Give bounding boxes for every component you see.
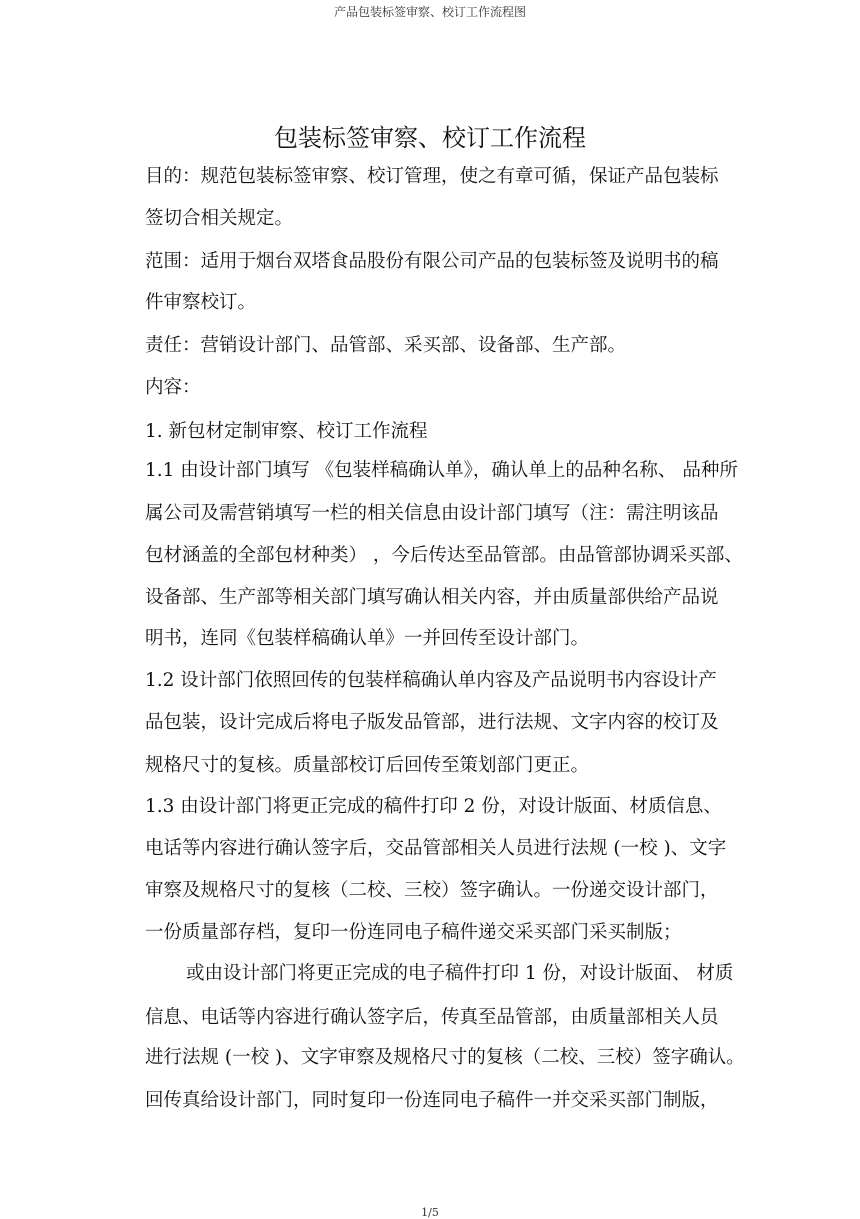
para-alt-line-3: 进行法规 (一校 )、文字审察及规格尺寸的复核（二校、三校）签字确认。 xyxy=(145,1047,745,1068)
para-alt-line-4: 回传真给设计部门，同时复印一份连同电子稿件一并交采买部门制版， xyxy=(145,1090,719,1111)
para-1-1-line-2: 属公司及需营销填写一栏的相关信息由设计部门填写（注：需注明该品 xyxy=(145,503,719,524)
para-1-3-line-1: 1.3 由设计部门将更正完成的稿件打印 2 份，对设计版面、材质信息、 xyxy=(145,796,722,817)
section-1-heading: 1. 新包材定制审察、校订工作流程 xyxy=(145,421,428,442)
responsibility-line: 责任：营销设计部门、品管部、采买部、设备部、生产部。 xyxy=(145,335,627,356)
para-1-1-line-5: 明书，连同《包装样稿确认单》一并回传至设计部门。 xyxy=(145,628,590,649)
scope-line-2: 件审察校订。 xyxy=(145,292,257,313)
para-1-3-line-3: 审察及规格尺寸的复核（二校、三校）签字确认。一份递交设计部门， xyxy=(145,880,719,901)
para-1-1-line-3: 包材涵盖的全部包材种类） ，今后传达至品管部。由品管部协调采买部、 xyxy=(145,545,743,566)
running-header: 产品包装标签审察、校订工作流程图 xyxy=(333,5,526,19)
scope-line-1: 范围：适用于烟台双塔食品股份有限公司产品的包装标签及说明书的稿 xyxy=(145,251,719,272)
purpose-line-2: 签切合相关规定。 xyxy=(145,208,294,229)
content-heading: 内容： xyxy=(145,377,201,398)
purpose-line-1: 目的：规范包装标签审察、校订管理，使之有章可循，保证产品包装标 xyxy=(145,166,719,187)
para-1-3-line-2: 电话等内容进行确认签字后，交品管部相关人员进行法规 (一校 )、文字 xyxy=(145,838,727,859)
page-number: 1/5 xyxy=(421,1206,439,1219)
para-1-3-line-4: 一份质量部存档，复印一份连同电子稿件递交采买部门采买制版； xyxy=(145,922,682,943)
para-alt-line-1: 或由设计部门将更正完成的电子稿件打印 1 份，对设计版面、 材质 xyxy=(186,963,734,984)
para-alt-line-2: 信息、电话等内容进行确认签字后，传真至品管部，由质量部相关人员 xyxy=(145,1007,719,1028)
page-title: 包装标签审察、校订工作流程 xyxy=(274,124,586,152)
para-1-2-line-2: 品包装，设计完成后将电子版发品管部，进行法规、文字内容的校订及 xyxy=(145,712,719,733)
para-1-2-line-3: 规格尺寸的复核。质量部校订后回传至策划部门更正。 xyxy=(145,755,590,776)
para-1-2-line-1: 1.2 设计部门依照回传的包装样稿确认单内容及产品说明书内容设计产 xyxy=(145,670,717,691)
para-1-1-line-4: 设备部、生产部等相关部门填写确认相关内容，并由质量部供给产品说 xyxy=(145,587,719,608)
para-1-1-line-1: 1.1 由设计部门填写 《包装样稿确认单》，确认单上的品种名称、 品种所 xyxy=(145,460,738,481)
